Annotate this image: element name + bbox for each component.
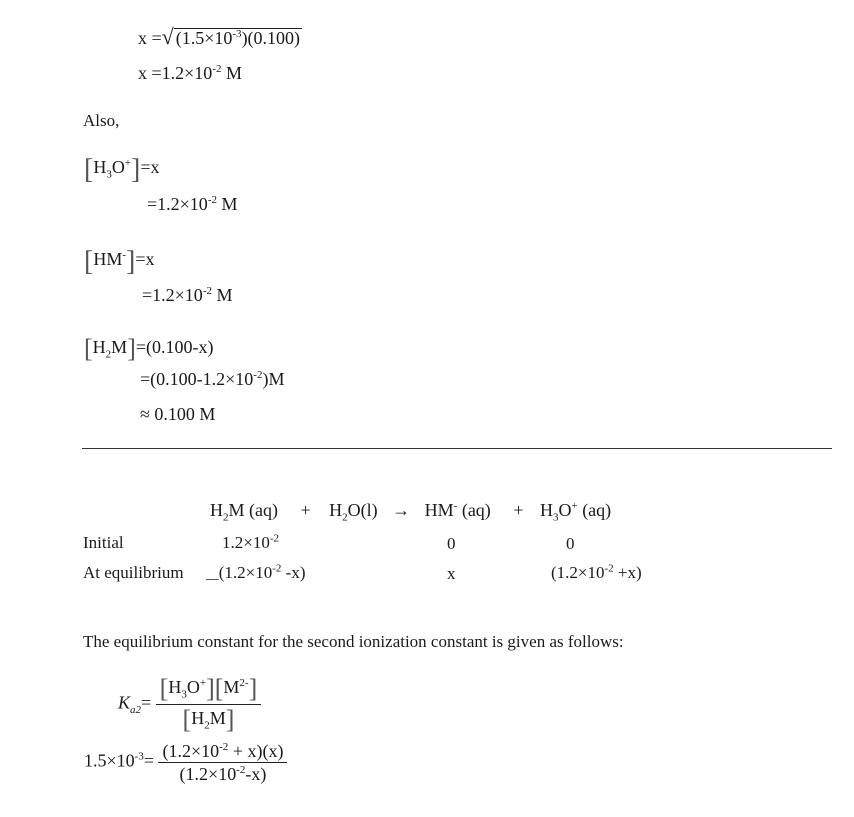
h2m-line2	[140, 370, 284, 388]
den-h: H	[191, 708, 205, 728]
equilibrium-h3o	[551, 564, 642, 581]
h2m-sub: 2	[105, 348, 112, 361]
right-bracket: ]	[131, 154, 141, 185]
x-result	[138, 64, 242, 82]
p2-sub: 3	[552, 511, 559, 524]
p1-sup: -	[453, 500, 458, 512]
r1-sub: 2	[223, 511, 229, 524]
equilibrium-hm: x	[447, 564, 456, 583]
equilibrium-constant-sentence: The equilibrium constant for the second ionization constant is given as follows:	[83, 632, 624, 651]
x-result-unit: M	[221, 63, 242, 83]
h2m-line2-exp: -2	[253, 369, 263, 381]
right-bracket: ]	[206, 674, 215, 703]
p1-hm: HM	[424, 500, 454, 520]
left-bracket: [	[182, 705, 192, 734]
ka2-equation	[118, 676, 261, 733]
r2-h: H	[329, 500, 343, 520]
hm-equation	[84, 248, 155, 276]
h3o-sub: 3	[106, 168, 112, 181]
sqrt-arg-exp: -3	[232, 28, 242, 40]
num-o-sup: +	[199, 677, 207, 689]
equilibrium-h2m	[206, 564, 306, 581]
p2-h: H	[539, 500, 553, 520]
final-denominator	[158, 763, 287, 783]
r2-rest: O(l)	[347, 500, 378, 520]
final-den-text: (1.2×10	[179, 764, 237, 784]
ka2-fraction	[156, 676, 262, 733]
den-h-sub: 2	[204, 719, 210, 732]
initial-h2m-text: 1.2×10	[222, 533, 270, 552]
num-m: M	[223, 677, 240, 697]
hm-species: HM	[93, 249, 123, 269]
h2m-line2-text: =(0.100-1.2×10	[140, 369, 254, 389]
eq-h2m-text: (1.2×10	[218, 563, 273, 582]
den-m: M	[209, 708, 226, 728]
h2m-underline	[206, 563, 219, 582]
final-numerator	[158, 742, 287, 763]
right-bracket: ]	[225, 705, 235, 734]
eq-h2m-exp: -2	[272, 562, 282, 575]
right-bracket: ]	[127, 334, 136, 363]
reaction-equation	[210, 500, 612, 524]
ka2-numerator	[156, 676, 262, 705]
p2-sup: +	[571, 500, 578, 512]
ka2-k: K	[118, 692, 131, 713]
final-eq: =	[143, 750, 154, 771]
p2-rest: (aq)	[577, 500, 612, 520]
left-bracket: [	[214, 674, 224, 703]
final-den-exp: -2	[236, 764, 246, 776]
h3o-equation	[84, 156, 160, 184]
final-num-tail: + x)(x)	[228, 741, 284, 761]
h3o-value-exp: -2	[207, 194, 217, 206]
h2m-equation	[84, 336, 214, 362]
num-m-sup: 2-	[239, 677, 249, 689]
initial-hm: 0	[447, 534, 456, 553]
num-h: H	[168, 677, 182, 697]
hm-eq: =x	[135, 249, 155, 269]
initial-h2m	[222, 534, 279, 551]
h2m-line3: ≈ 0.100 M	[140, 404, 216, 424]
left-bracket: [	[84, 334, 93, 363]
hm-value-unit: M	[211, 285, 233, 305]
left-bracket: [	[84, 154, 94, 185]
h3o-value-unit: M	[216, 194, 238, 214]
eq-h3o-exp: -2	[604, 562, 614, 575]
h3o-charge: +	[124, 157, 132, 169]
sqrt-arg-tail: )(0.100)	[241, 28, 301, 48]
x-result-value: x =1.2×10	[138, 63, 213, 83]
eq-h3o-tail: +x)	[613, 563, 642, 582]
equilibrium-label: At equilibrium	[83, 563, 184, 582]
h2m-line2-tail: )M	[262, 369, 285, 389]
hm-value	[142, 286, 233, 304]
final-lhs: 1.5×10	[84, 750, 135, 771]
x-sqrt-equation	[138, 26, 302, 48]
final-den-tail: -x)	[245, 764, 267, 784]
ka2-denominator	[156, 705, 262, 733]
left-bracket: [	[84, 246, 94, 277]
h2m-eq: =(0.100-x)	[135, 337, 214, 357]
horizontal-divider	[82, 448, 832, 449]
initial-label: Initial	[83, 533, 124, 552]
sqrt-argument	[174, 28, 302, 47]
plus-sign: +	[300, 500, 311, 520]
left-bracket: [	[159, 674, 169, 703]
final-num-exp: -2	[219, 741, 229, 753]
initial-h3o: 0	[566, 534, 575, 553]
hm-charge: -	[122, 249, 127, 261]
eq-h3o-text: (1.2×10	[551, 563, 605, 582]
x-result-exp: -2	[212, 63, 222, 75]
h3o-h: H	[93, 157, 107, 177]
right-bracket: ]	[248, 674, 258, 703]
also-label: Also,	[83, 111, 120, 130]
r2-sub: 2	[342, 511, 348, 524]
final-num-text: (1.2×10	[162, 741, 220, 761]
eq-h2m-tail: -x)	[281, 563, 306, 582]
h3o-value	[147, 195, 238, 213]
final-lhs-exp: -3	[134, 750, 144, 763]
num-h-sub: 3	[181, 688, 187, 701]
h2m-m: M	[111, 337, 128, 357]
p1-rest: (aq)	[457, 500, 491, 520]
final-equation	[84, 742, 287, 783]
num-o: O	[186, 677, 200, 697]
ka2-sub: a2	[130, 704, 142, 717]
r1-h: H	[210, 500, 223, 520]
h2m-h: H	[92, 337, 106, 357]
h3o-value-text: =1.2×10	[147, 194, 208, 214]
final-fraction	[158, 742, 287, 783]
sqrt-arg-text: (1.5×10	[175, 28, 233, 48]
plus-sign: +	[513, 500, 524, 520]
initial-h2m-exp: -2	[269, 532, 280, 545]
p2-o: O	[558, 500, 572, 520]
r1-rest: M (aq)	[228, 500, 278, 520]
h3o-eq: =x	[140, 157, 160, 177]
h3o-o: O	[111, 157, 125, 177]
hm-value-text: =1.2×10	[142, 285, 203, 305]
hm-value-exp: -2	[202, 285, 212, 297]
x-sqrt-lhs: x =	[138, 28, 162, 48]
reaction-arrow: →	[392, 500, 411, 520]
right-bracket: ]	[126, 246, 136, 277]
ka2-eq: =	[141, 692, 152, 713]
sqrt-sign: √	[161, 24, 174, 49]
